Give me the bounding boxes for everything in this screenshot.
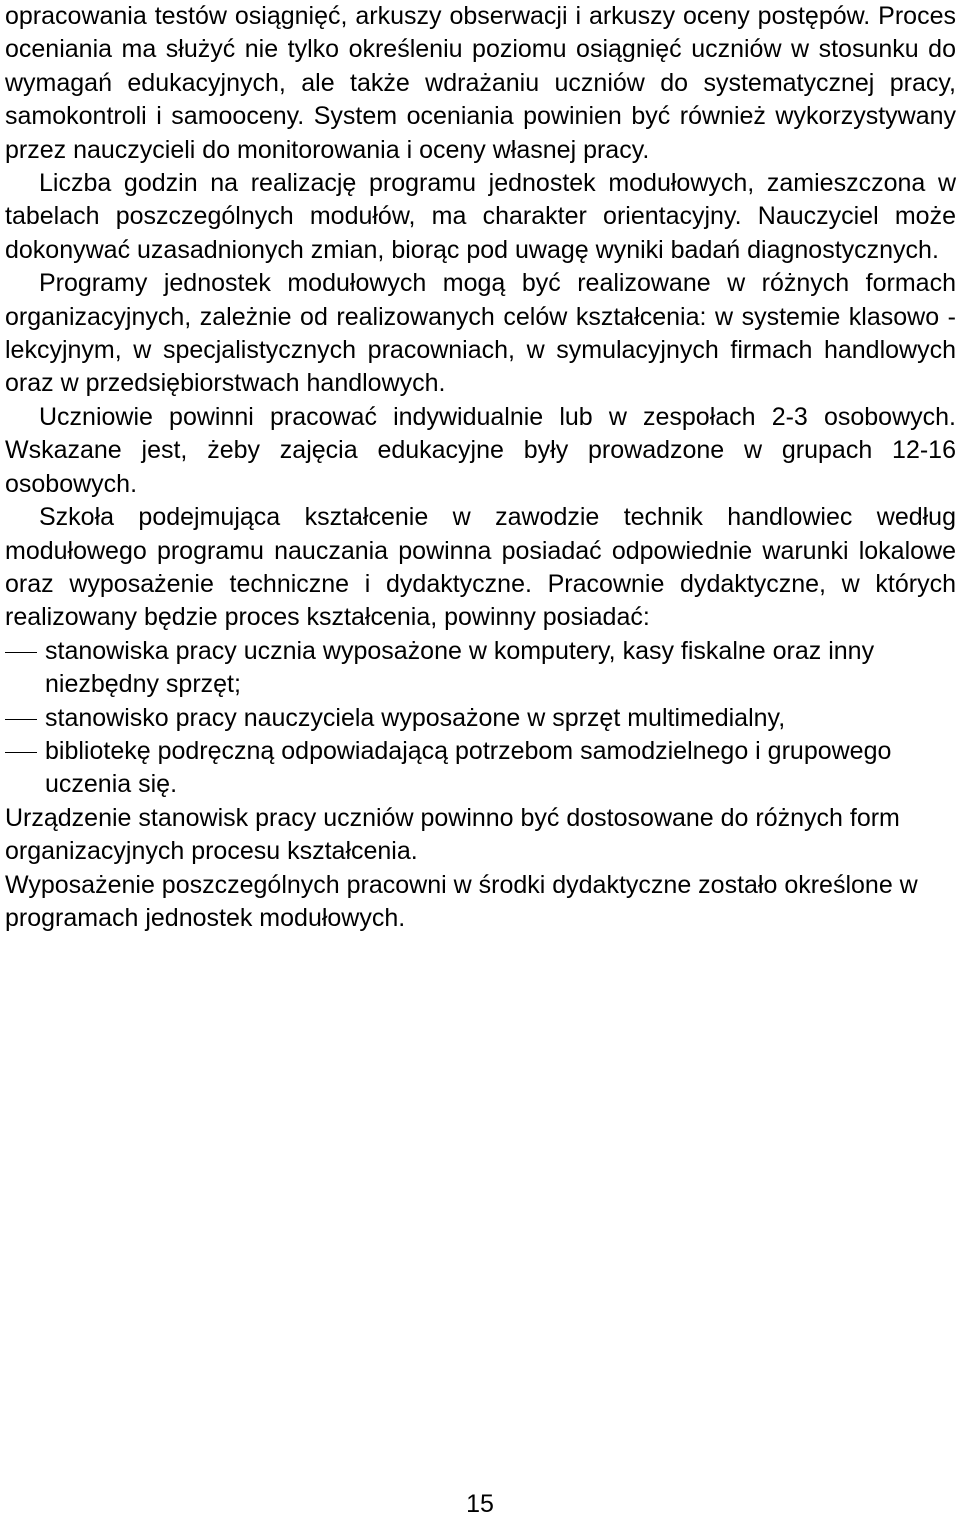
list-item-text: stanowiska pracy ucznia wyposażone w komputery, kasy fiskalne oraz inny niezbędny sprzęt; (45, 636, 875, 699)
paragraph-assessment: opracowania testów osiągnięć, arkuszy obserwacji i arkuszy oceny postępów. Proces oceniania ma służyć nie tylko określeniu poziomu osiągnięć uczniów w stosunku do wymagań edukacyjnych, ale także wdrażaniu uczniów do systematycznej pracy, samokontroli i samooceny. System oceniania powinien być również wykorzystywany przez nauczycieli do monitorowania i oceny własnej pracy. (5, 2, 956, 164)
list-item-text: stanowisko pracy nauczyciela wyposażone w sprzęt multimedialny, (45, 703, 786, 732)
paragraph-equipment: Wyposażenie poszczególnych pracowni w środki dydaktyczne zostało określone w programach jednostek modułowych. (5, 870, 918, 932)
list-item (5, 635, 956, 702)
equipment-list (5, 635, 956, 802)
list-item-text: bibliotekę podręczną odpowiadającą potrzebom samodzielnego i grupowego uczenia się. (45, 736, 892, 799)
paragraph-school-requirements: Szkoła podejmująca kształcenie w zawodzie technik handlowiec według modułowego programu nauczania powinna posiadać odpowiednie warunki lokalowe oraz wyposażenie techniczne i dydaktyczne. Pracownie dydaktyczne, w których realizowany będzie proces kształcenia, powinny posiadać: (5, 503, 956, 632)
list-item (5, 735, 956, 802)
paragraph-groups: Uczniowie powinni pracować indywidualnie lub w zespołach 2-3 osobowych. Wskazane jest, żeby zajęcia edukacyjne były prowadzone w grupach 12-16 osobowych. (5, 402, 956, 498)
paragraph-forms: Programy jednostek modułowych mogą być realizowane w różnych formach organizacyjnych, zależnie od realizowanych celów kształcenia: w systemie klasowo - lekcyjnym, w specjalistycznych pracowniach, w symulacyjnych firmach handlowych oraz w przedsiębiorstwach handlowych. (5, 269, 956, 398)
paragraph-hours: Liczba godzin na realizację programu jednostek modułowych, zamieszczona w tabelach poszczególnych modułów, ma charakter orientacyjny. Nauczyciel może dokonywać uzasadnionych zmian, biorąc pod uwagę wyniki badań diagnostycznych. (5, 169, 956, 264)
paragraph-workstations: Urządzenie stanowisk pracy uczniów powinno być dostosowane do różnych form organizacyjnych procesu kształcenia. (5, 803, 900, 866)
list-item (5, 702, 956, 735)
page-number: 15 (466, 1490, 494, 1518)
document-page (5, 0, 956, 935)
